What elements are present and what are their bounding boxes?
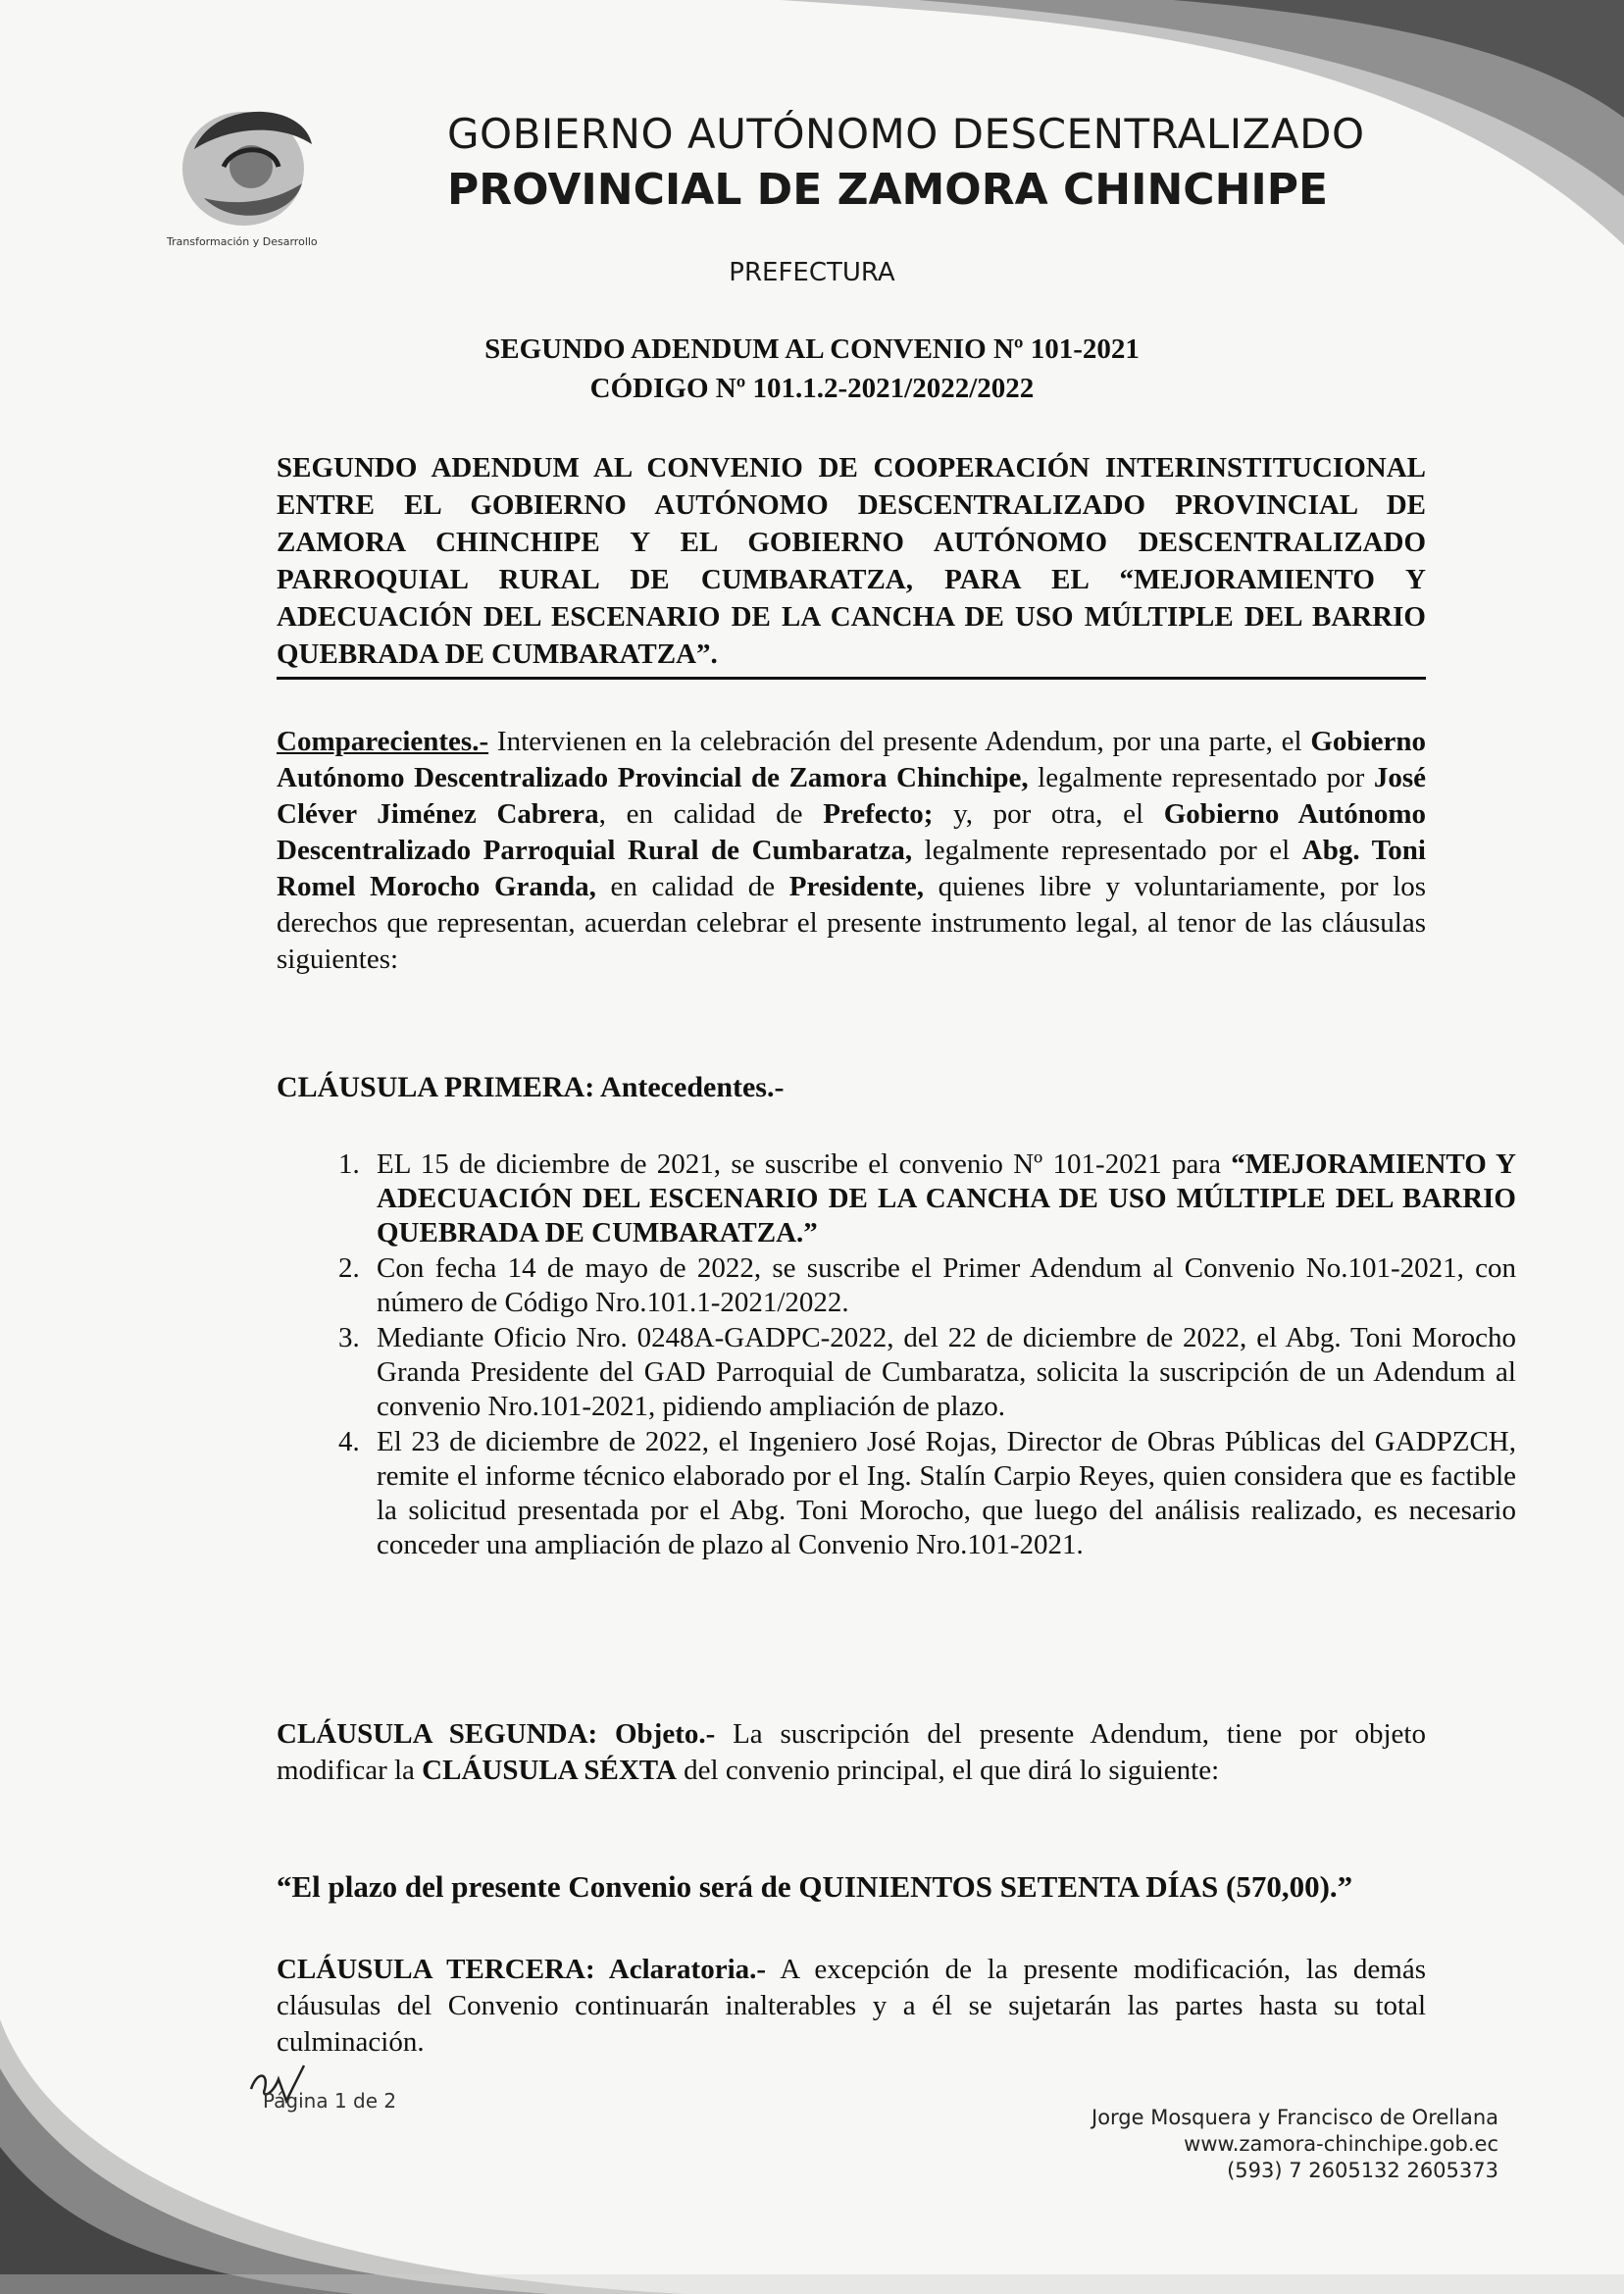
clausula-segunda-paragraph [277,1716,1426,1789]
plazo-quote: “El plazo del presente Convenio será de QUINIENTOS SETENTA DÍAS (570,00).” [277,1869,1353,1904]
presidente-name: Abg. Toni Romel Morocho Granda, [277,835,1426,902]
clausula-sexta-ref: CLÁUSULA SÉXTA [422,1755,677,1786]
header-organization-line1: GOBIERNO AUTÓNOMO DESCENTRALIZADO [447,110,1365,158]
list-item: 2. Con fecha 14 de mayo de 2022, se suscribe el Primer Adendum al Convenio No.101-2021, con número de Código Nro.101.1-2021/2022. [367,1251,1516,1320]
clausula-tercera-heading: CLÁUSULA TERCERA: Aclaratoria.- [277,1954,767,1985]
footer-address: Jorge Mosquera y Francisco de Orellana [1091,2106,1498,2129]
text-run: A excepción de la presente modificación, las demás cláusulas del Convenio continuarán inalterables y a él se sujetarán las partes hasta su total culminación. [277,1954,1426,2058]
prefecto-role: Prefecto; [823,798,934,830]
text-run: legalmente representado por el [912,835,1302,866]
text-run: y, por otra, el [933,798,1164,830]
prefectura-logo-icon [165,90,341,237]
list-item: 3. Mediante Oficio Nro. 0248A-GADPC-2022, del 22 de diciembre de 2022, el Abg. Toni Morocho Granda Presidente del GAD Parroquial de Cumbaratza, solicita la suscripción de un Adendum al convenio Nro.101-2021, pidiendo ampliación de plazo. [367,1321,1516,1424]
document-title-line2: CÓDIGO Nº 101.1.2-2021/2022/2022 [589,373,1035,404]
footer-phone: (593) 7 2605132 2605373 [1227,2159,1498,2182]
comparecientes-paragraph [277,724,1426,978]
list-item [367,1147,1516,1250]
adendum-title-block: SEGUNDO ADENDUM AL CONVENIO DE COOPERACIÓN INTERINSTITUCIONAL ENTRE EL GOBIERNO AUTÓNOMO DESCENTRALIZADO PROVINCIAL DE ZAMORA CHINCHIPE Y EL GOBIERNO AUTÓNOMO DESCENTRALIZADO PARROQUIAL RURAL DE CUMBARATZA, PARA EL “MEJORAMIENTO Y ADECUACIÓN DEL ESCENARIO DE LA CANCHA DE USO MÚLTIPLE DEL BARRIO QUEBRADA DE CUMBARATZA”. [277,452,1426,670]
document-title-line1: SEGUNDO ADENDUM AL CONVENIO Nº 101-2021 [484,333,1140,365]
title-divider [277,677,1426,680]
party-parroquial: Gobierno Autónomo Descentralizado Parroquial Rural de Cumbaratza, [277,798,1426,866]
text-run: EL 15 de diciembre de 2021, se suscribe el convenio Nº 101-2021 para [377,1148,1232,1180]
footer-contact [1091,2105,1498,2184]
text-run: La suscripción del presente Adendum, tiene por objeto modificar la [277,1718,1426,1786]
antecedentes-list [277,1147,1516,1563]
presidente-role: Presidente, [788,871,924,902]
party-provincial: Gobierno Autónomo Descentralizado Provincial de Zamora Chinchipe, [277,726,1426,793]
header-subtitle: PREFECTURA [729,258,895,287]
text-run: legalmente representado por [1028,762,1374,793]
header-organization-line2: PROVINCIAL DE ZAMORA CHINCHIPE [447,165,1329,215]
footer-website: www.zamora-chinchipe.gob.ec [1184,2132,1498,2156]
text-run: Intervienen en la celebración del presente Adendum, por una parte, el [488,726,1311,757]
prefecto-name: José Cléver Jiménez Cabrera [277,762,1426,830]
list-item: 4. El 23 de diciembre de 2022, el Ingeniero José Rojas, Director de Obras Públicas del GADPZCH, remite el informe técnico elaborado por el Ing. Stalín Carpio Reyes, quien considera que es factible la solicitud presentada por el Abg. Toni Morocho, que luego del análisis realizado, es necesario conceder una ampliación de plazo al Convenio Nro.101-2021. [367,1425,1516,1562]
text-run: quienes libre y voluntariamente, por los derechos que representan, acuerdan celebrar el presente instrumento legal, al tenor de las cláusulas siguientes: [277,871,1426,975]
clausula-primera-heading: CLÁUSULA PRIMERA: Antecedentes.- [277,1071,785,1103]
page-number: Página 1 de 2 [263,2089,397,2113]
text-run: en calidad de [595,871,789,902]
text-run: del convenio principal, el que dirá lo siguiente: [676,1755,1220,1786]
project-name: “MEJORAMIENTO Y ADECUACIÓN DEL ESCENARIO DE LA CANCHA DE USO MÚLTIPLE DEL BARRIO QUEBRADA DE CUMBARATZA.” [377,1148,1516,1249]
text-run: , en calidad de [598,798,824,830]
clausula-segunda-heading: CLÁUSULA SEGUNDA: Objeto.- [277,1718,716,1750]
logo-caption: Transformación y Desarrollo [167,235,318,248]
comparecientes-label: Comparecientes.- [277,726,489,757]
